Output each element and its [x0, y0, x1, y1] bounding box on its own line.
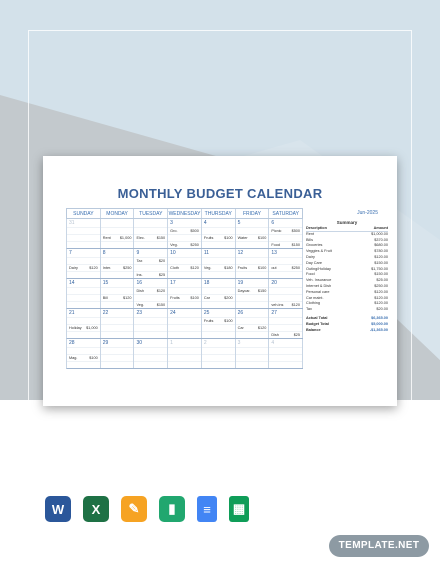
expense-line — [168, 354, 201, 361]
day-number: 5 — [237, 220, 241, 226]
day-number: 29 — [102, 340, 109, 346]
expense-amount: $120 — [257, 326, 267, 330]
expense-line — [101, 287, 134, 294]
expense-line — [168, 227, 201, 234]
expense-label: Elec. — [136, 236, 145, 240]
expense-amount: $25 — [293, 333, 301, 337]
calendar-day-cell[interactable] — [134, 309, 168, 338]
expense-line — [134, 361, 167, 368]
expense-amount: $200 — [224, 296, 233, 300]
expense-line — [236, 347, 269, 354]
summary-description: Rent — [306, 231, 315, 236]
summary-amount: $120.00 — [374, 254, 388, 259]
calendar-day-cell[interactable] — [67, 339, 101, 368]
summary-amount: $1,000.00 — [371, 231, 388, 236]
calendar-day-cell[interactable] — [134, 219, 168, 248]
expense-line — [134, 301, 167, 308]
expense-line — [168, 257, 201, 264]
actual-total-label: Actual Total — [306, 315, 328, 320]
expense-line — [168, 361, 201, 368]
calendar-week — [66, 249, 303, 279]
expense-line — [134, 264, 167, 271]
weekday-friday: FRIDAY — [236, 209, 270, 218]
expense-line — [202, 257, 235, 264]
day-number: 6 — [271, 220, 275, 226]
calendar-day-cell[interactable] — [202, 249, 236, 278]
expense-line — [134, 241, 167, 248]
summary-title: Summary — [336, 220, 358, 225]
expense-label: Picnic — [271, 229, 282, 233]
expense-line — [67, 227, 100, 234]
expense-line — [269, 354, 302, 361]
expense-line — [202, 227, 235, 234]
expense-label: Mag. — [69, 356, 78, 360]
calendar-day-cell[interactable] — [134, 279, 168, 308]
summary-amount: $25.00 — [376, 278, 388, 283]
expense-amount: $180 — [224, 266, 233, 270]
summary-col-amount: Amount — [373, 226, 388, 230]
expense-amount: $100 — [190, 296, 199, 300]
expense-amount: $500 — [190, 229, 199, 233]
expense-line — [236, 271, 269, 278]
expense-amount: $120 — [291, 303, 301, 307]
expense-line — [269, 271, 302, 278]
calendar-day-cell[interactable] — [236, 339, 270, 368]
balance-value: -$1,365.00 — [369, 327, 388, 332]
calendar-day-cell[interactable] — [168, 309, 202, 338]
expense-amount: $150 — [156, 236, 166, 240]
pages-icon[interactable]: ✎ — [121, 496, 147, 522]
expense-line — [269, 287, 302, 294]
weekday-wednesday: WEDNESDAY — [168, 211, 201, 217]
expense-label: Dairy — [69, 266, 78, 270]
expense-line — [202, 264, 235, 271]
expense-line — [67, 324, 100, 331]
summary-panel — [306, 208, 388, 333]
weekday-header — [66, 208, 303, 219]
summary-amount: $120.00 — [374, 289, 388, 294]
expense-label: Inter. — [102, 266, 112, 270]
summary-amount: $1,750.00 — [371, 266, 388, 271]
expense-label: Rent — [102, 236, 111, 240]
expense-line — [101, 294, 134, 301]
calendar-day-cell[interactable] — [269, 249, 303, 278]
expense-line — [134, 354, 167, 361]
word-icon[interactable]: W — [45, 496, 71, 522]
expense-line — [168, 331, 201, 338]
calendar-day-cell[interactable] — [168, 279, 202, 308]
expense-line — [134, 331, 167, 338]
expense-amount: $25 — [158, 273, 166, 277]
expense-amount: $100 — [224, 236, 233, 240]
expense-line — [101, 347, 134, 354]
document-title: MONTHLY BUDGET CALENDAR — [117, 186, 323, 201]
expense-amount: $250 — [190, 243, 199, 247]
day-number: 3 — [237, 340, 241, 346]
calendar-day-cell[interactable] — [269, 219, 303, 248]
calendar-week — [66, 279, 303, 309]
day-number: 18 — [203, 280, 210, 286]
expense-line — [134, 287, 167, 294]
expense-line — [134, 347, 167, 354]
summary-description: Veh. Insurance — [306, 278, 332, 283]
excel-icon[interactable]: X — [83, 496, 109, 522]
summary-amount: $680.00 — [374, 243, 388, 248]
expense-line — [67, 257, 100, 264]
expense-line — [67, 271, 100, 278]
summary-amount: $370.00 — [374, 237, 388, 242]
expense-label: Fruits — [203, 236, 214, 240]
expense-line — [67, 331, 100, 338]
expense-label: out — [271, 266, 277, 270]
expense-line — [134, 317, 167, 324]
expense-line — [101, 331, 134, 338]
day-number: 1 — [170, 340, 173, 346]
expense-line — [269, 301, 302, 308]
expense-line — [67, 264, 100, 271]
day-number: 30 — [136, 340, 142, 346]
expense-line — [202, 301, 235, 308]
expense-line — [202, 294, 235, 301]
expense-amount: $250 — [291, 266, 301, 270]
expense-line — [134, 227, 167, 234]
expense-line — [134, 294, 167, 301]
expense-line — [101, 361, 134, 368]
expense-line — [269, 361, 302, 368]
calendar-day-cell[interactable] — [101, 339, 135, 368]
expense-label: Veg. — [170, 243, 178, 247]
calendar-day-cell[interactable] — [236, 309, 270, 338]
day-number: 8 — [102, 250, 106, 256]
day-number: 10 — [170, 250, 176, 256]
calendar-grid — [66, 208, 303, 369]
calendar-day-cell[interactable] — [67, 279, 101, 308]
expense-line — [67, 234, 100, 241]
expense-line — [202, 354, 235, 361]
expense-amount: $120 — [190, 266, 199, 270]
summary-amount: $780.00 — [374, 249, 388, 254]
expense-line — [202, 287, 235, 294]
calendar-day-cell[interactable] — [134, 339, 168, 368]
expense-label: Food — [271, 243, 280, 247]
expense-line — [269, 264, 302, 271]
expense-line — [101, 271, 134, 278]
expense-line — [134, 324, 167, 331]
weekday-thursday: THURSDAY — [202, 209, 236, 218]
day-number: 17 — [170, 280, 176, 286]
calendar-weeks — [66, 219, 303, 369]
summary-description: Car maint. — [306, 295, 324, 300]
summary-description: Dairy — [306, 254, 315, 259]
expense-line — [101, 257, 134, 264]
calendar-week — [66, 219, 303, 249]
expense-line — [236, 241, 269, 248]
expense-amount: $150 — [257, 289, 267, 293]
expense-line — [269, 294, 302, 301]
calendar-day-cell[interactable] — [236, 279, 270, 308]
expense-line — [101, 324, 134, 331]
summary-month: Jun-2025 — [357, 210, 378, 216]
expense-line — [236, 331, 269, 338]
expense-line — [168, 294, 201, 301]
expense-line — [101, 354, 134, 361]
expense-label: Bill — [102, 296, 108, 300]
summary-rows — [306, 232, 388, 313]
expense-amount: $100 — [224, 319, 233, 323]
expense-line — [101, 317, 134, 324]
day-number: 31 — [69, 220, 75, 226]
summary-amount: $20.00 — [376, 307, 388, 312]
expense-line — [269, 347, 302, 354]
expense-line — [67, 354, 100, 361]
summary-amount: $150.00 — [374, 260, 388, 265]
calendar-week — [66, 339, 303, 369]
expense-line — [168, 234, 201, 241]
expense-label: veh.ins — [271, 303, 284, 307]
day-number: 26 — [237, 310, 244, 316]
budget-total-value: $5,000.00 — [371, 321, 388, 326]
budget-total-label: Budget Total — [306, 321, 329, 326]
summary-description: Tax — [306, 307, 312, 312]
expense-line — [269, 234, 302, 241]
numbers-icon[interactable]: ▮ — [159, 496, 185, 522]
calendar-day-cell[interactable] — [168, 249, 202, 278]
day-number: 22 — [102, 310, 109, 316]
expense-line — [236, 287, 269, 294]
expense-label: Fruits — [203, 319, 214, 323]
expense-amount: $150 — [291, 243, 301, 247]
expense-label: Car — [237, 326, 244, 330]
expense-line — [269, 227, 302, 234]
expense-line — [269, 331, 302, 338]
calendar-day-cell[interactable] — [202, 309, 236, 338]
file-format-icons — [45, 496, 249, 522]
summary-description: Outing/Holiday — [306, 266, 331, 271]
expense-line — [168, 317, 201, 324]
expense-label: Ins. — [136, 273, 143, 277]
expense-line — [134, 257, 167, 264]
expense-line — [236, 234, 269, 241]
expense-line — [236, 317, 269, 324]
day-number: 21 — [69, 310, 75, 316]
calendar-day-cell[interactable] — [269, 279, 303, 308]
calendar-day-cell[interactable] — [269, 339, 303, 368]
calendar-day-cell[interactable] — [101, 219, 135, 248]
expense-line — [168, 264, 201, 271]
summary-description: Internet & Dish — [306, 283, 332, 288]
calendar-day-cell[interactable] — [168, 219, 202, 248]
day-number: 2 — [203, 340, 207, 346]
day-number: 4 — [271, 340, 275, 346]
expense-line — [168, 347, 201, 354]
expense-label: Holiday — [69, 326, 82, 330]
expense-line — [134, 271, 167, 278]
expense-amount: $1,000 — [86, 326, 98, 330]
expense-label: Dish — [271, 333, 279, 337]
day-number: 20 — [271, 280, 277, 286]
weekday-tuesday: TUESDAY — [134, 209, 168, 218]
summary-amount: $120.00 — [374, 301, 388, 306]
expense-label: Cloth — [170, 266, 180, 270]
expense-amount: $100 — [257, 236, 267, 240]
day-number: 23 — [136, 310, 142, 316]
calendar-day-cell[interactable] — [236, 219, 270, 248]
day-number: 4 — [203, 220, 207, 226]
expense-line — [67, 361, 100, 368]
expense-line — [202, 271, 235, 278]
expense-line — [236, 301, 269, 308]
summary-description: Veggies & Fruit — [306, 249, 332, 254]
day-number: 14 — [69, 280, 75, 286]
expense-label: Daycar. — [237, 289, 251, 293]
template-net-badge[interactable]: TEMPLATE.NET — [329, 535, 429, 557]
summary-amount: $250.00 — [374, 283, 388, 288]
expense-line — [236, 227, 269, 234]
expense-label: Dish — [136, 289, 145, 293]
summary-description: Groceries — [306, 243, 323, 248]
calendar-day-cell[interactable] — [236, 249, 270, 278]
calendar-day-cell[interactable] — [202, 339, 236, 368]
calendar-day-cell[interactable] — [134, 249, 168, 278]
expense-label: Veg. — [136, 303, 145, 307]
expense-amount: $20 — [158, 259, 166, 263]
expense-amount: $250 — [122, 266, 132, 270]
calendar-day-cell[interactable] — [67, 219, 101, 248]
calendar-day-cell[interactable] — [202, 279, 236, 308]
expense-label: Car — [203, 296, 210, 300]
expense-line — [168, 271, 201, 278]
day-number: 25 — [203, 310, 210, 316]
expense-line — [202, 241, 235, 248]
expense-line — [269, 257, 302, 264]
weekday-saturday: SATURDAY — [272, 211, 299, 217]
balance-label: Balance — [306, 327, 321, 332]
summary-description: Day Care — [306, 260, 323, 265]
day-number: 24 — [170, 310, 176, 316]
expense-amount: $100 — [257, 266, 267, 270]
summary-col-description: Description — [306, 226, 327, 230]
expense-line — [101, 234, 134, 241]
calendar-day-cell[interactable] — [101, 279, 135, 308]
weekday-sunday: SUNDAY — [67, 209, 101, 218]
summary-amount: $150.00 — [374, 272, 388, 277]
expense-line — [101, 241, 134, 248]
expense-label: Water — [237, 236, 248, 240]
day-number: 13 — [271, 250, 277, 256]
summary-amount: $120.00 — [374, 295, 388, 300]
day-number: 27 — [271, 310, 277, 316]
day-number: 19 — [237, 280, 244, 286]
google-sheets-icon[interactable]: ▦ — [229, 496, 249, 522]
expense-line — [67, 294, 100, 301]
expense-amount: $120 — [122, 296, 132, 300]
expense-label: Fruits — [170, 296, 180, 300]
expense-line — [67, 241, 100, 248]
calendar-day-cell[interactable] — [101, 309, 135, 338]
expense-line — [202, 234, 235, 241]
expense-line — [202, 361, 235, 368]
day-number: 7 — [69, 250, 72, 256]
day-number: 15 — [102, 280, 109, 286]
actual-total-value: $6,365.00 — [371, 315, 388, 320]
day-number: 3 — [170, 220, 173, 226]
expense-line — [202, 324, 235, 331]
expense-line — [67, 287, 100, 294]
expense-amount: $1,000 — [119, 236, 132, 240]
day-number: 16 — [136, 280, 142, 286]
expense-line — [168, 301, 201, 308]
expense-line — [67, 301, 100, 308]
expense-label: Veg. — [203, 266, 212, 270]
expense-line — [269, 324, 302, 331]
day-number: 9 — [136, 250, 140, 256]
summary-balance — [306, 328, 388, 334]
day-number: 28 — [69, 340, 75, 346]
expense-line — [67, 347, 100, 354]
expense-line — [134, 234, 167, 241]
expense-line — [168, 287, 201, 294]
day-number: 11 — [203, 250, 210, 256]
expense-line — [236, 294, 269, 301]
expense-amount: $500 — [291, 229, 301, 233]
calendar-day-cell[interactable] — [269, 309, 303, 338]
expense-amount: $150 — [156, 303, 166, 307]
expense-label: Tax — [136, 259, 143, 263]
expense-amount: $100 — [89, 356, 98, 360]
day-number: 12 — [237, 250, 244, 256]
expense-amount: $120 — [89, 266, 98, 270]
calendar-day-cell[interactable] — [67, 309, 101, 338]
expense-line — [202, 331, 235, 338]
expense-line — [101, 301, 134, 308]
expense-amount: $120 — [156, 289, 166, 293]
expense-line — [168, 241, 201, 248]
summary-description: Bills — [306, 237, 313, 242]
expense-label: Gro. — [170, 229, 178, 233]
expense-line — [236, 324, 269, 331]
expense-line — [101, 264, 134, 271]
calendar-day-cell[interactable] — [202, 219, 236, 248]
summary-description: Food — [306, 272, 315, 277]
summary-description: Personal care — [306, 289, 330, 294]
expense-line — [236, 264, 269, 271]
expense-line — [202, 347, 235, 354]
calendar-day-cell[interactable] — [67, 249, 101, 278]
calendar-day-cell[interactable] — [101, 249, 135, 278]
document-preview[interactable] — [43, 156, 397, 406]
expense-line — [101, 227, 134, 234]
expense-line — [236, 354, 269, 361]
expense-line — [269, 317, 302, 324]
calendar-week — [66, 309, 303, 339]
calendar-day-cell[interactable] — [168, 339, 202, 368]
expense-line — [236, 257, 269, 264]
expense-line — [202, 317, 235, 324]
expense-line — [236, 361, 269, 368]
expense-line — [168, 324, 201, 331]
expense-label: Fruits — [237, 266, 248, 270]
expense-line — [67, 317, 100, 324]
weekday-monday: MONDAY — [101, 209, 135, 218]
google-docs-icon[interactable]: ≡ — [197, 496, 217, 522]
summary-description: Clothing — [306, 301, 320, 306]
expense-line — [269, 241, 302, 248]
